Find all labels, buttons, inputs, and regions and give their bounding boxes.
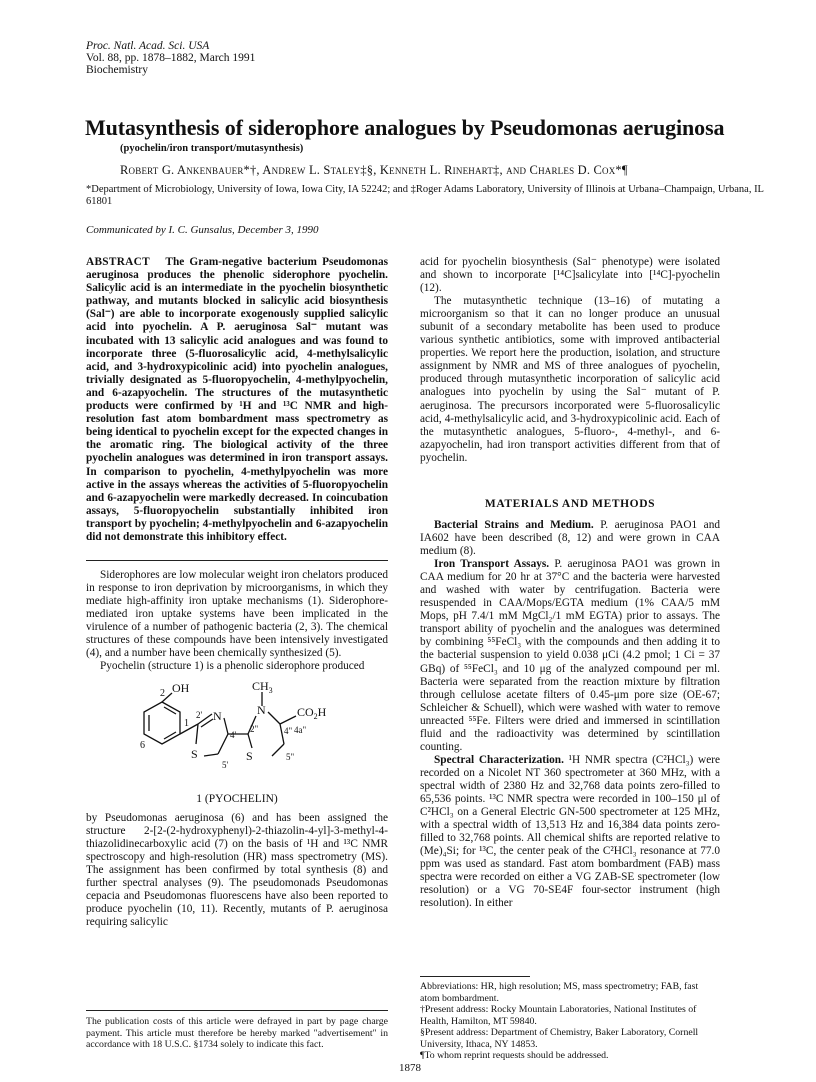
publication-cost-note: The publication costs of this article were defrayed in part by page charge payment. This article must therefore be hereby marked "advertisement" in accordance with 18 U.S.C. §1734 solely to indicate this fact. [86, 1016, 388, 1050]
abstract-text: The Gram-negative bacterium Pseudomonas aeruginosa produces the phenolic siderophore pyochelin. Salicylic acid is an intermediate in the pyochelin biosynthetic pathway, and mutants blocked in salicylic acid biosynthesis (Sal⁻) are able to incorporate exogenously supplied salicylic acid into pyochelin. A P. aeruginosa Sal⁻ mutant was incubated with 13 salicylic acid analogues and was found to incorporate three (5-fluorosalicylic acid, 4-methylsalicylic acid, and 3-hydroxypicolinic acid) into pyochelin analogues, trivially designated as 5-fluoropyochelin, 4-methylpyochelin, and 6-azapyochelin. The structures of the mutasynthetic products were confirmed by ¹H and ¹³C NMR and high-resolution fast atom bombardment mass spectrometry as being identical to pyochelin except for the expected changes in the aromatic ring. The biological activity of the three pyochelin analogues was determined in iron transport assays. In comparison to pyochelin, 4-methylpyochelin was more active in the assays whereas the activities of 5-fluoropyochelin and 6-azapyochelin were markedly decreased. In coincubation assays, 5-fluoropyochelin substantially inhibited iron transport by pyochelin; 4-methylpyochelin and 6-azapyochelin did not demonstrate this inhibitory effect. [86, 256, 388, 543]
affiliations: *Department of Microbiology, University of Iowa, Iowa City, IA 52242; and ‡Roger Adams Laboratory, University of Illinois at Urbana–Champaign, Urbana, IL 61801 [86, 184, 764, 207]
label-c4a: 4a" [294, 725, 307, 735]
right-column-top [420, 256, 720, 465]
label-c2doubleprime: 2" [250, 724, 259, 734]
communicated-by: Communicated by I. C. Gunsalus, December 3, 1990 [86, 224, 319, 236]
label-co2h: $CO_2H$ [297, 705, 327, 721]
subheading-strains: Bacterial Strains and Medium. [434, 519, 594, 531]
abstract-divider [86, 560, 388, 561]
journal-name: Proc. Natl. Acad. Sci. USA [86, 40, 210, 52]
journal-header [86, 40, 255, 76]
label-c1: 1 [184, 718, 189, 729]
journal-section: Biochemistry [86, 64, 148, 76]
label-c2prime: 2' [196, 710, 203, 720]
label-n1: N [213, 709, 222, 723]
right-paragraph-1: The mutasynthetic technique (13–16) of mutating a microorganism so that it can no longer produce an unusual subunit of a secondary metabolite has been used to produce various synthetic antibiotics, some with improved antibacterial properties. We report here the production, isolation, and structure assignment by NMR and MS of three analogues of pyochelin, produced through mutasynthetic incorporation of salicylic acid analogues into pyochelin by using the Sal⁻ mutant of P. aeruginosa. The precursors incorporated were 5-fluorosalicylic acid, 4-methylsalicylic acid, and 3-hydroxypicolinic acid. Each of the mutasynthetic analogues, 5-fluoro-, 4-methyl-, and 6-azapyochelin, had iron transport activities different from that of pyochelin. [420, 295, 720, 464]
label-s1: S [191, 747, 198, 761]
label-c6: 6 [140, 740, 145, 751]
section-heading-methods: MATERIALS AND METHODS [484, 498, 656, 510]
label-c2: 2 [160, 688, 165, 699]
right-paragraph-0: acid for pyochelin biosynthesis (Sal⁻ phenotype) were isolated and shown to incorporate [¹⁴C]salicylate into [¹⁴C]-pyochelin (12). [420, 256, 720, 295]
article-title: Mutasynthesis of siderophore analogues by Pseudomonas aeruginosa [85, 115, 725, 140]
label-s2: S [246, 749, 253, 763]
authors: Robert G. Ankenbauer*†, Andrew L. Staley‡§, Kenneth L. Rinehart‡, and Charles D. Cox*¶ [120, 163, 628, 177]
spectral-text: ¹H NMR spectra (C²HCl₃) were recorded on a Nicolet NT 360 spectrometer at 360 MHz, with a spectral width of 2380 Hz and 32,768 data points zero-filled to 65,536 points. ¹³C NMR spectra were recorded in 100–150 μl of C²HCl₃ on a General Electric GN-500 spectrometer at 125 MHz, with a spectral width of 13,513 Hz and 16,384 data points zero-filled to 32,768 points. All chemical shifts are reported relative to (Me)₄Si; for ¹³C, the center peak of the C²HCl₃ resonance at 77.0 ppm was used as standard. Fast atom bombardment (FAB) mass spectra were recorded on either a VG ZAB-SE spectrometer (low resolution) or a VG 70-SE4F four-sector instrument (high resolution). In either [420, 753, 720, 910]
footnote-pilcrow: ¶To whom reprint requests should be addressed. [420, 1050, 609, 1061]
footnote-abbreviations: Abbreviations: HR, high resolution; MS, mass spectrometry; FAB, fast atom bombardment. [420, 981, 699, 1004]
footnote-dagger: †Present address: Rocky Mountain Laboratories, National Institutes of Health, Hamilton, MT 59840. [420, 1004, 697, 1027]
intro-paragraph-2: Pyochelin (structure 1) is a phenolic siderophore produced [100, 660, 365, 673]
methods-text [420, 519, 720, 910]
label-c4doubleprime: 4" [284, 726, 293, 736]
abstract [86, 256, 388, 544]
label-c4prime: 4' [230, 730, 237, 740]
footnote-divider-right [420, 976, 530, 977]
structure-caption: 1 (PYOCHELIN) [196, 793, 278, 805]
label-c5prime: 5' [222, 760, 229, 770]
label-ch3: $CH_3$ [252, 679, 273, 695]
page-number: 1878 [399, 1062, 421, 1074]
label-c5doubleprime: 5" [286, 752, 295, 762]
subheading-spectral: Spectral Characterization. [434, 753, 564, 766]
keywords: (pyochelin/iron transport/mutasynthesis) [120, 143, 304, 154]
label-n2: N [257, 703, 266, 717]
intro-text-continued [86, 812, 388, 929]
label-oh: OH [172, 681, 190, 695]
intro-paragraph-3: by Pseudomonas aeruginosa (6) and has been assigned the structure 2-[2-(2-hydroxyphenyl)-2-thiazolin-4-yl]-3-methyl-4-thiazolidinecarboxylic acid (7) on the basis of ¹H and ¹³C NMR spectroscopy and high-resolution (HR) mass spectrometry (MS). The assignment has been confirmed by total synthesis (8) and further spectral analyses (9). The pseudomonads Pseudomonas cepacia and Pseudomonas fluorescens have also been reported to produce pyochelin (10, 11). Recently, mutants of P. aeruginosa requiring salicylic [86, 812, 388, 929]
journal-volume: Vol. 88, pp. 1878–1882, March 1991 [86, 52, 256, 64]
footnote-section: §Present address: Department of Chemistry, Baker Laboratory, Cornell University, Ithaca, NY 14853. [420, 1027, 699, 1050]
intro-paragraph-1: Siderophores are low molecular weight iron chelators produced in response to iron deprivation by microorganisms, in which they mediate high-affinity iron uptake mechanisms (1). Siderophore-mediated iron uptake systems have been implicated in the virulence of a number of pathogenic bacteria (2, 3). The chemical structures of these compounds have been intensively investigated (4), and a number have been chemically synthesized (5). [86, 569, 388, 660]
subheading-iron-transport: Iron Transport Assays. [434, 558, 550, 571]
iron-transport-text: P. aeruginosa PAO1 was grown in CAA medium for 20 hr at 37°C and the bacteria were harvested and washed with water by centrifugation. Bacteria were resuspended in CAA/Mops/EGTA medium (1% CAA/5 mM Mops, pH 7.4/1 mM MgCl₂/1 mM EGTA) prior to assays. The transport ability of pyochelin and the analogues was determined by combining ⁵⁵FeCl₃ with the compounds and then adding it to the bacterial suspension to yield 0.038 μCi (4.2 pmol; 1 Ci = 37 GBq) of ⁵⁵FeCl₃ and 10 μg of the analyzed compound per ml. Bacteria were separated from the reaction mixture by filtration through cellulose acetate filters of 0.45-μm pore size (OE-67; Schleicher & Schuell), which were washed with water to remove unreacted ⁵⁵Fe. Filters were dried and immersed in scintillation fluid and the radioactivity was determined by scintillation counting. [420, 558, 721, 753]
footnotes-right [420, 981, 720, 1062]
strains-text: P. aeruginosa PAO1 and IA602 have been described (8, 12) and were grown in CAA medium (8). [420, 519, 720, 558]
abstract-label: ABSTRACT [86, 256, 150, 268]
intro-text [86, 569, 388, 673]
footnote-divider-left [86, 1010, 388, 1011]
pyochelin-structure [100, 676, 390, 786]
